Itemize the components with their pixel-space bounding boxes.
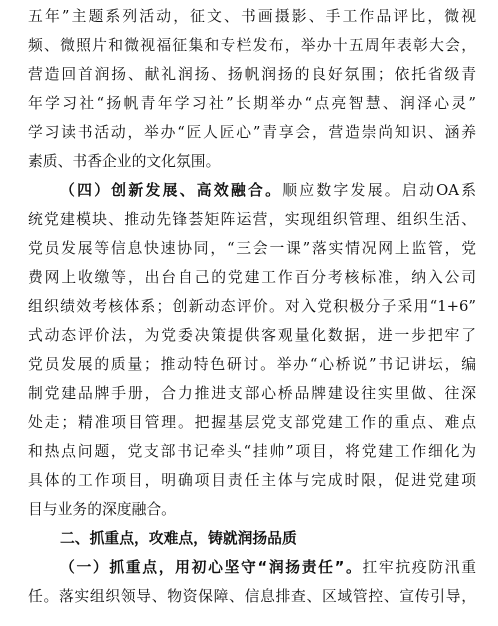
body-text-line: 具体的工作项目，明确项目责任主体与完成时限，促进党建项 [28, 472, 476, 489]
body-text-line: 组织绩效考核体系；创新动态评价。对入党积极分子采用“1+6” [28, 298, 476, 315]
body-text-line: 目与业务的深度融合。 [28, 501, 176, 518]
body-text-line: 任。落实组织领导、物资保障、信息排查、区域管控、宣传引导， [28, 588, 476, 605]
body-text-line: 制党建品牌手册，合力推进支部心桥品牌建设往实里做、往深 [28, 385, 476, 402]
body-text-line: 费网上收缴等，出台自己的党建工作百分考核标准，纳入公司 [28, 269, 476, 286]
body-text-line: 和热点问题，党支部书记牵头“挂帅”项目，将党建工作细化为 [28, 443, 476, 460]
body-text-line: 年学习社“扬帆青年学习社”长期举办“点亮智慧、润泽心灵” [28, 95, 476, 112]
body-text-line: 素质、书香企业的文化氛围。 [28, 153, 221, 170]
body-text-line: 营造回首润扬、献礼润扬、扬帆润扬的良好氛围；依托省级青 [28, 66, 476, 83]
section-heading-4: （四）创新发展、高效融合。 [60, 182, 283, 199]
section-heading-2: 二、抓重点，攻难点，铸就润扬品质 [60, 530, 297, 547]
body-text-line: 处走；精准项目管理。把握基层党支部党建工作的重点、难点 [28, 414, 476, 431]
body-text-line: 统党建模块、推动先锋荟矩阵运营，实现组织管理、组织生活、 [28, 211, 476, 228]
body-text-fragment: 扛牢抗疫防汛重 [362, 559, 476, 576]
subsection-heading-1: （一）抓重点，用初心坚守“润扬责任”。 [60, 559, 363, 576]
body-text-fragment: 顺应数字发展。启动OA系 [282, 182, 476, 199]
body-text-line: 学习读书活动，举办“匠人匠心”青享会，营造崇尚知识、涵养 [28, 124, 476, 141]
body-text-line: 式动态评价法，为党委决策提供客观量化数据，进一步把牢了 [28, 327, 476, 344]
body-text-line: 党员发展的质量；推动特色研讨。举办“心桥说”书记讲坛，编 [28, 356, 476, 373]
body-text-line: 党员发展等信息快速协同，“三会一课”落实情况网上监管，党 [28, 240, 476, 257]
body-text-line: 五年”主题系列活动，征文、书画摄影、手工作品评比，微视 [28, 8, 476, 25]
subsection-1-line [60, 557, 476, 579]
body-text-line: 频、微照片和微视福征集和专栏发布，举办十五周年表彰大会， [28, 37, 476, 54]
section-4-line [60, 180, 476, 202]
